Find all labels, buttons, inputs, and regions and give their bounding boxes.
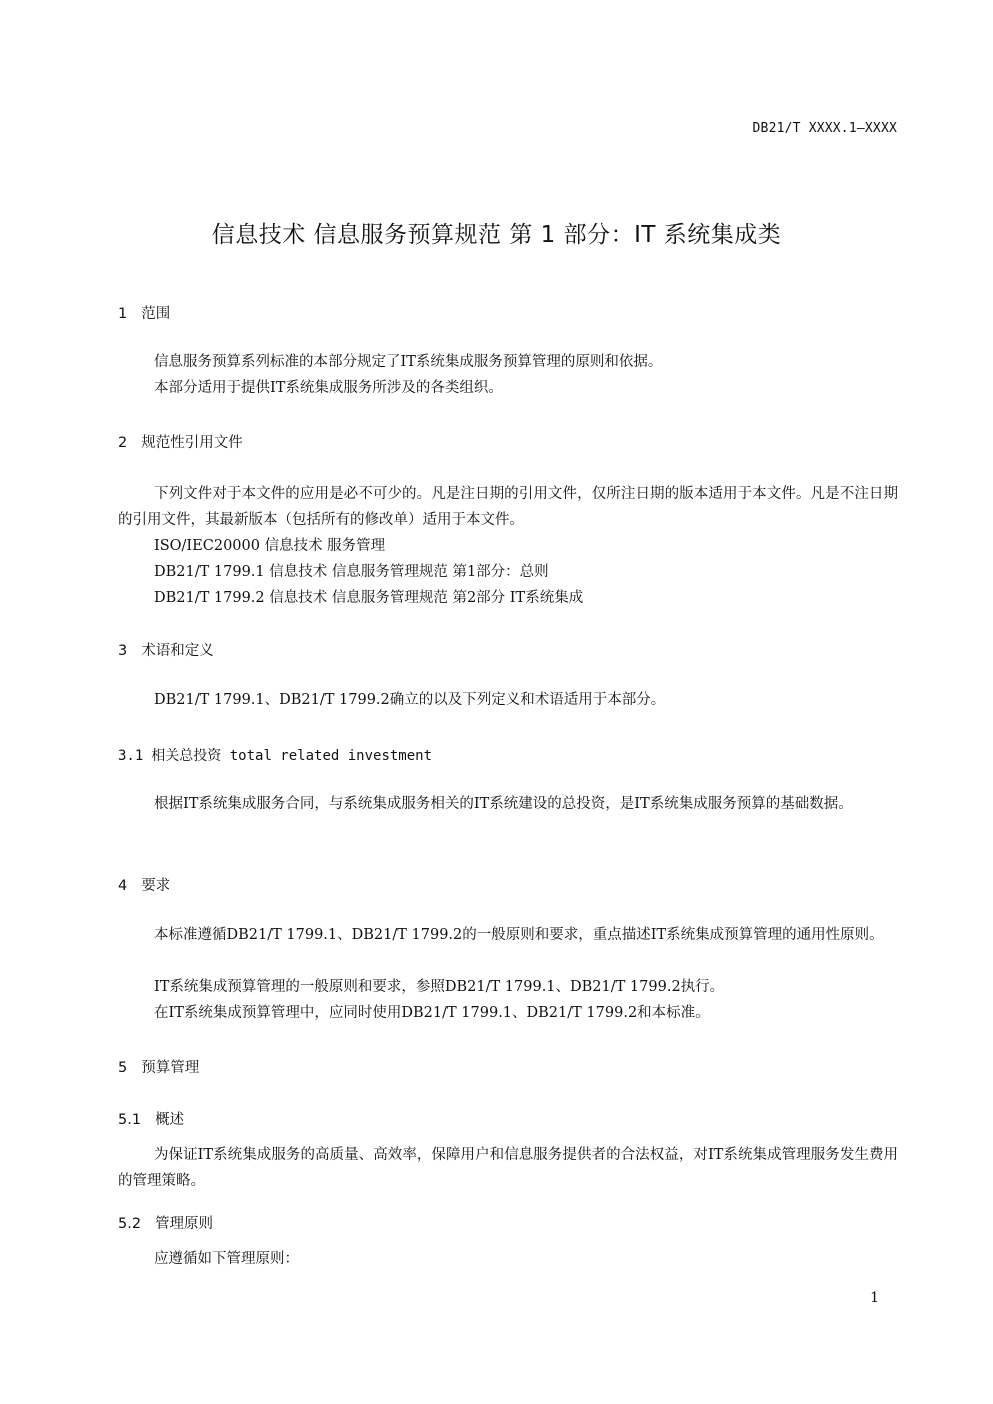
section-title: 范围: [141, 306, 171, 322]
paragraph: 在IT系统集成预算管理中，应同时使用DB21/T 1799.1、DB21/T 1799.2和本标准。: [154, 1005, 710, 1021]
subsection-5-1-heading: [118, 1108, 184, 1129]
paragraph: 根据IT系统集成服务合同，与系统集成服务相关的IT系统建设的总投资，是IT系统集成服务预算的基础数据。: [154, 796, 853, 812]
paragraph: 为保证IT系统集成服务的高质量、高效率，保障用户和信息服务提供者的合法权益，对IT系统集成管理服务发生费用的管理策略。: [118, 1147, 898, 1189]
paragraph: IT系统集成预算管理的一般原则和要求，参照DB21/T 1799.1、DB21/T 1799.2执行。: [154, 979, 725, 995]
section-title: 预算管理: [141, 1060, 200, 1076]
page-number: 1: [870, 1290, 879, 1306]
reference-item: DB21/T 1799.2 信息技术 信息服务管理规范 第2部分 IT系统集成: [154, 590, 584, 606]
paragraph: 信息服务预算系列标准的本部分规定了IT系统集成服务预算管理的原则和依据。: [154, 354, 663, 370]
subsection-number: 3.1: [118, 748, 144, 764]
subsection-number: 5.2: [118, 1216, 142, 1232]
paragraph: 下列文件对于本文件的应用是必不可少的。凡是注日期的引用文件，仅所注日期的版本适用于本文件。凡是不注日期的引用文件，其最新版本（包括所有的修改单）适用于本文件。: [118, 486, 898, 528]
document-title: 信息技术 信息服务预算规范 第 1 部分：IT 系统集成类: [211, 222, 782, 248]
subsection-title: 概述: [155, 1112, 185, 1128]
section-number: 1: [118, 306, 128, 322]
subsection-number: 5.1: [118, 1112, 142, 1128]
subsection-title: 相关总投资 total related investment: [151, 748, 433, 764]
section-4-heading: [118, 874, 170, 895]
paragraph: DB21/T 1799.1、DB21/T 1799.2确立的以及下列定义和术语适用于本部分。: [154, 692, 666, 708]
reference-item: ISO/IEC20000 信息技术 服务管理: [154, 538, 386, 554]
subsection-3-1-heading: [118, 745, 432, 765]
subsection-5-2-heading: [118, 1212, 213, 1233]
section-number: 4: [118, 878, 128, 894]
section-3-heading: [118, 639, 214, 660]
section-number: 3: [118, 643, 128, 659]
reference-item: DB21/T 1799.1 信息技术 信息服务管理规范 第1部分：总则: [154, 564, 549, 580]
document-code: DB21/T XXXX.1—XXXX: [752, 121, 897, 136]
section-2-heading: [118, 431, 243, 452]
section-title: 规范性引用文件: [141, 435, 243, 451]
section-title: 要求: [141, 878, 171, 894]
subsection-title: 管理原则: [155, 1216, 214, 1232]
section-number: 5: [118, 1060, 128, 1076]
section-5-heading: [118, 1056, 199, 1077]
section-title: 术语和定义: [141, 643, 214, 659]
paragraph: 应遵循如下管理原则：: [154, 1251, 299, 1267]
paragraph: 本部分适用于提供IT系统集成服务所涉及的各类组织。: [154, 380, 503, 396]
paragraph: 本标准遵循DB21/T 1799.1、DB21/T 1799.2的一般原则和要求，重点描述IT系统集成预算管理的通用性原则。: [154, 927, 884, 943]
section-number: 2: [118, 435, 128, 451]
section-1-heading: [118, 302, 170, 323]
